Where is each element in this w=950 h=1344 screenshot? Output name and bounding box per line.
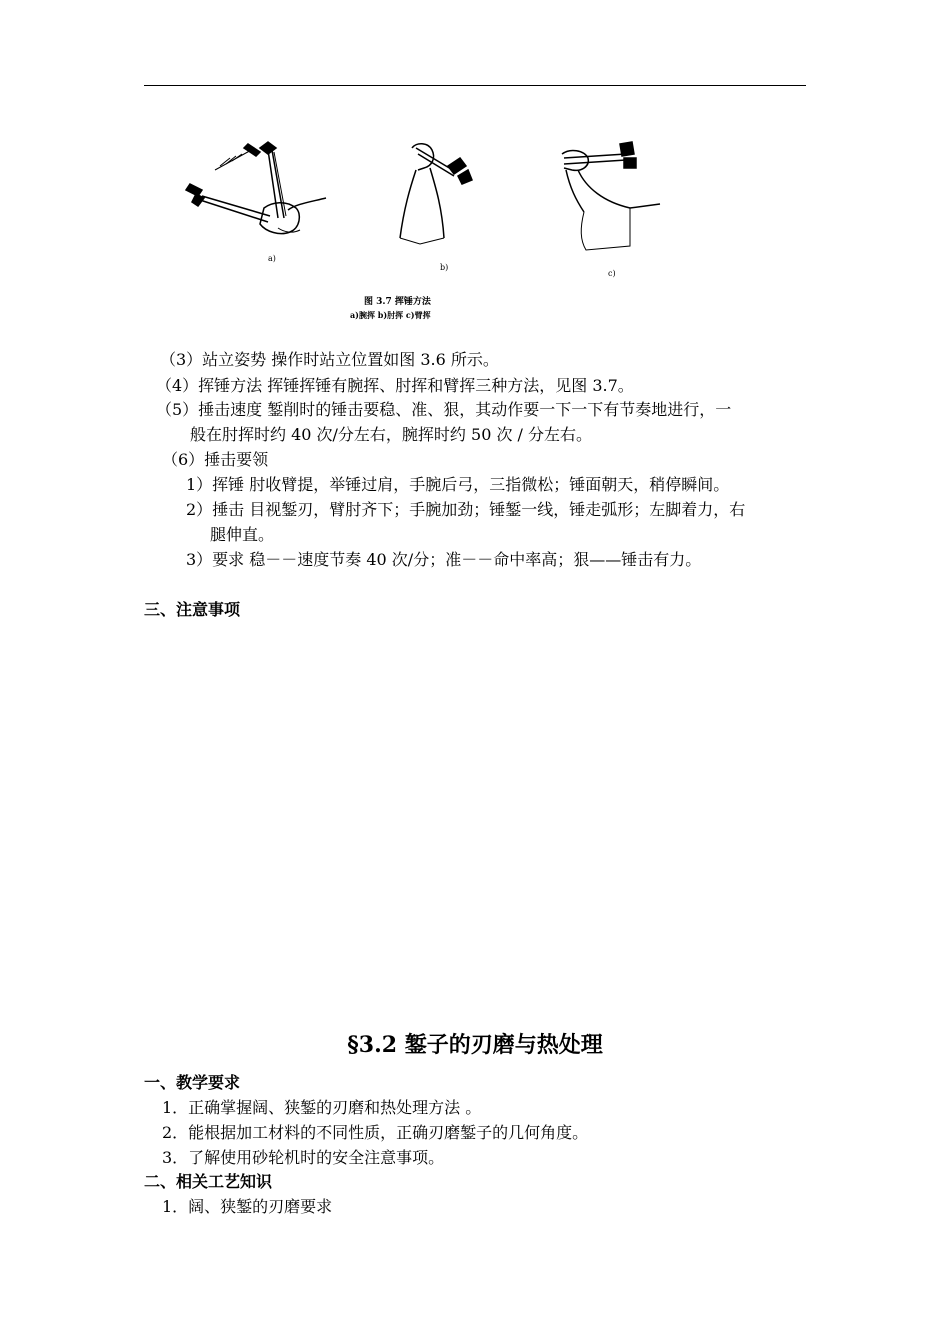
item-swing-method: （4）挥锤方法 挥锤挥锤有腕挥、肘挥和臂挥三种方法，见图 3.7。 [156,376,634,395]
item-standing-posture: （3）站立姿势 操作时站立位置如图 3.6 所示。 [160,350,499,369]
chapter-title: §3.2 錾子的刃磨与热处理 [347,1032,603,1058]
header-rule [144,85,806,86]
figure-subcaption: a)腕挥 b)肘挥 c)臂挥 [350,310,431,320]
hammer-swing-figure [160,128,680,328]
item-essential-requirement: 3）要求 稳－－速度节奏 40 次/分；准－－命中率高；狠——锤击有力。 [186,550,702,569]
figure-label-c: c) [608,269,616,278]
item-strike-essentials: （6）捶击要领 [162,450,269,469]
teaching-item-3: 3．了解使用砂轮机时的安全注意事项。 [162,1148,445,1167]
section-notes-heading: 三、注意事项 [144,600,241,619]
arm-swing-drawing [562,142,660,250]
figure-label-a: a) [268,254,276,263]
process-knowledge-heading: 二、相关工艺知识 [144,1172,273,1191]
wrist-swing-drawing [186,142,326,234]
knowledge-item-1: 1．阔、狭錾的刃磨要求 [162,1197,333,1216]
figure-caption: 图 3.7 挥锤方法 [364,297,431,307]
teaching-requirements-heading: 一、教学要求 [144,1073,241,1092]
item-essential-strike-cont: 腿伸直。 [210,525,275,544]
elbow-swing-drawing [400,144,472,244]
item-essential-swing: 1）挥锤 肘收臂提，举锤过肩，手腕后弓，三指微松；锤面朝天，稍停瞬间。 [186,475,730,494]
teaching-item-1: 1．正确掌握阔、狭錾的刃磨和热处理方法 。 [162,1098,482,1117]
item-essential-strike: 2）捶击 目视錾刃，臂肘齐下；手腕加劲；锤錾一线，锤走弧形；左脚着力，右 [186,500,746,519]
teaching-item-2: 2．能根据加工材料的不同性质，正确刃磨錾子的几何角度。 [162,1123,589,1142]
item-strike-speed-cont: 般在肘挥时约 40 次/分左右，腕挥时约 50 次 / 分左右。 [190,425,593,444]
item-strike-speed: （5）捶击速度 錾削时的锤击要稳、准、狠，其动作要一下一下有节奏地进行，一 [156,400,732,419]
figure-label-b: b) [440,263,449,272]
